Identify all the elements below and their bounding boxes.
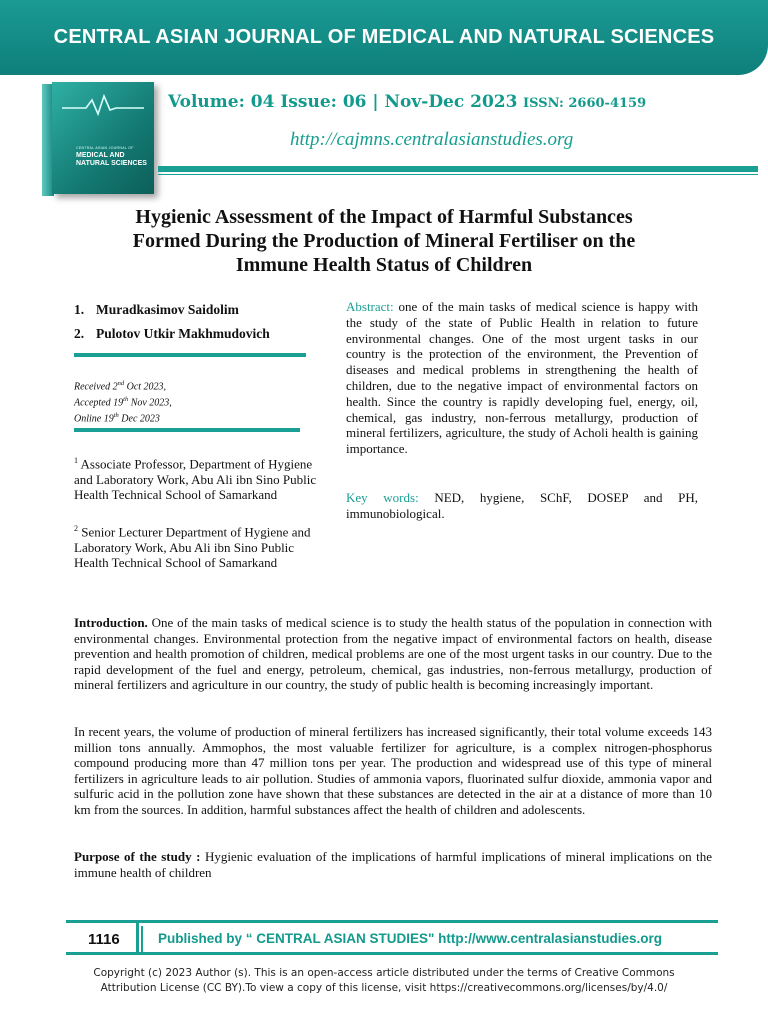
abstract-text: one of the main tasks of medical science is happy with the study of the state of Public Health in relation to future environmental changes. One of the most urgent tasks in our country is the protection of the environment, the Prevention of diseases and medical problems in strengthening the health of children, due to the negative impact of environmental factors on health. Since the country is rapidly developing fuel, energy, oil, chemical, gas industry, non-ferrous metallurgy, production of mineral fertilizers, agriculture, the study of Acholi health is gaining importance. [346,299,698,457]
footer-divider-top [66,920,718,923]
journal-url-link[interactable]: http://cajmns.centralasianstudies.org [290,129,574,150]
author-item [74,322,270,346]
footer-separator-thin [141,926,143,952]
author-list [74,298,270,346]
keywords-text: NED, hygiene, SChF, DOSEP and PH, immunobiological. [346,490,699,521]
purpose-text: Hygienic evaluation of the implications of harmful implications of mineral implications on the immune health of children [74,849,713,880]
cover-title-line: NATURAL SCIENCES [76,160,147,167]
introduction-text: One of the main tasks of medical science is to study the health status of the population in connection with environmental changes. Environmental protection from the negative impact of environmental factors on health, disease prevention and health promotion of children, medical problems are one of the most urgent tasks in our country. Due to the rapid development of the fuel and energy, petroleum, chemical, gas industries, non-ferrous metallurgy, production of mineral fertilizers and agriculture in our country, the study of public health is becoming increasingly important. [74,615,712,692]
keywords-label: Key words: [346,490,419,505]
author-name: Muradkasimov Saidolim [96,302,239,317]
author-number: 1. [74,302,85,317]
title-line: Hygienic Assessment of the Impact of Harmful Substances [135,206,633,228]
author-item [74,298,270,322]
introduction-paragraph [74,615,712,693]
cover-title-line: MEDICAL AND [76,152,125,159]
pulse-icon [62,94,144,118]
publisher-link[interactable]: Published by “ CENTRAL ASIAN STUDIES" http://www.centralasianstudies.org [158,931,662,946]
article-dates [74,378,172,425]
accepted-date: Accepted 19th Nov 2023, [74,395,172,409]
journal-cover-image [52,82,154,194]
online-date: Online 19th Dec 2023 [74,411,160,424]
title-line: Formed During the Production of Mineral Fertiliser on the [132,230,636,252]
footer-separator [136,922,139,954]
paper-title [60,205,708,277]
received-date: Received 2nd Oct 2023, [74,380,167,393]
purpose-label: Purpose of the study : [74,849,201,864]
dates-divider [74,428,300,432]
affiliation-2: $^2$ Senior Lecturer Department of Hygiene and Laboratory Work, Abu Ali ibn Sino Public Health Technical School of Samarkand [74,524,311,571]
cover-title [76,152,150,168]
purpose-paragraph [74,849,712,880]
header-divider-thin [158,174,758,175]
header-divider [158,166,758,172]
cover-subtitle: CENTRAL ASIAN JOURNAL OF [76,146,134,150]
affiliation-1: $^1$ Associate Professor, Department of Hygiene and Laboratory Work, Abu Ali ibn Sino Public Health Technical School of Samarkand [74,456,317,503]
author-name: Pulotov Utkir Makhmudovich [96,326,270,341]
keywords [346,490,698,522]
abstract-label: Abstract: [346,299,394,314]
body-paragraph: In recent years, the volume of production of mineral fertilizers has increased significantly, their total volume exceeds 143 million tons annually. Ammophos, the most valuable fertilizer for agriculture, is a complex nitrogen-phosphorus compound producing more than 47 million tons per year. The production and widespread use of this type of mineral fertilizers in agriculture leads to air pollution. Studies of ammonia vapors, fluorinated sulfur dioxide, ammonia vapor and sulfuric acid in the pollution zone have shown that these substances are detected in the air at a distance of more than 10 km from the sources. In addition, harmful substances affect the health of children and adolescents. [74,724,712,817]
introduction-label: Introduction. [74,615,148,630]
journal-title: CENTRAL ASIAN JOURNAL OF MEDICAL AND NATURAL SCIENCES [53,26,715,48]
issn: ISSN: 2660-4159 [523,96,647,111]
title-line: Immune Health Status of Children [235,254,533,276]
abstract [346,299,698,457]
author-divider [74,353,306,357]
copyright-notice [60,966,708,996]
journal-banner [0,0,768,75]
copyright-line: Attribution License (CC BY).To view a copy of this license, visit https://creativecommons.org/licenses/by/4.0/ [100,982,668,994]
volume-line [168,92,646,112]
page-number: 1116 [88,931,120,948]
footer-divider-bottom [66,952,718,955]
copyright-line: Copyright (c) 2023 Author (s). This is an open-access article distributed under the terms of Creative Commons [93,967,675,979]
volume-issue: Volume: 04 Issue: 06 | Nov-Dec 2023 [168,92,518,112]
author-number: 2. [74,326,85,341]
